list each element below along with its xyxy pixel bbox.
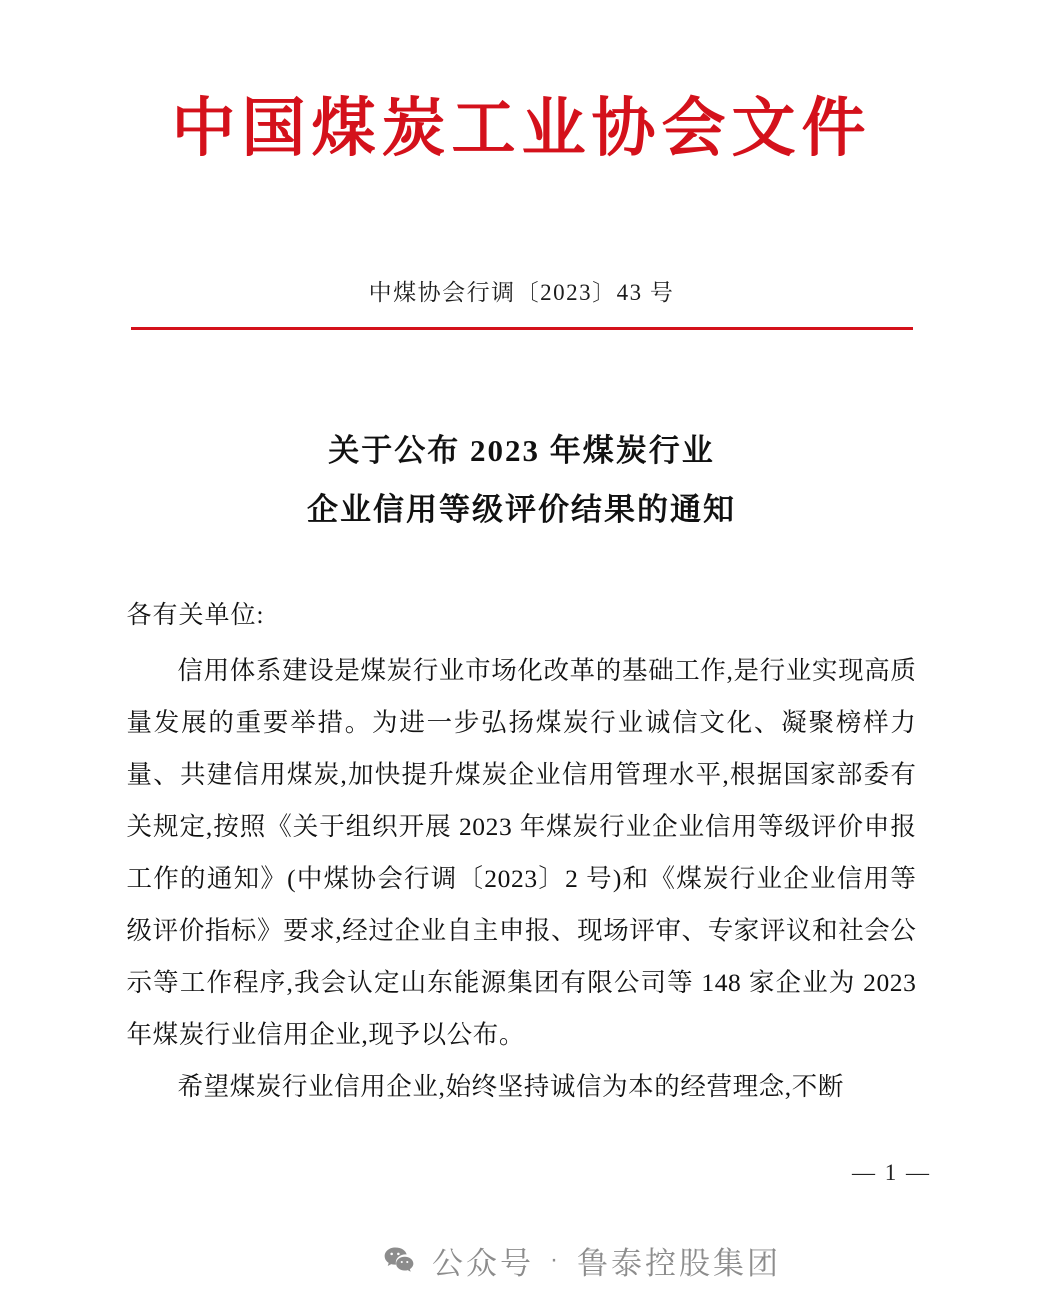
document-number-row <box>0 274 1043 307</box>
document-number: 中煤协会行调〔2023〕43 号 <box>368 279 675 305</box>
wechat-icon <box>382 1243 416 1277</box>
page-title-line-1: 关于公布 2023 年煤炭行业 <box>328 433 715 469</box>
masthead <box>0 0 1043 166</box>
footer-separator: · <box>550 1246 561 1273</box>
page-title <box>0 422 1043 540</box>
document-body <box>127 592 917 1114</box>
page-title-line-2: 企业信用等级评价结果的通知 <box>307 491 736 527</box>
red-divider-rule <box>131 327 913 331</box>
body-paragraph-1: 信用体系建设是煤炭行业市场化改革的基础工作,是行业实现高质量发展的重要举措。为进一步弘扬煤炭行业诚信文化、凝聚榜样力量、共建信用煤炭,加快提升煤炭企业信用管理水平,根据国家部委有关规定,按照《关于组织开展 2023 年煤炭行业企业信用等级评价申报工作的通知》(中煤协会行调〔2023〕2 号)和《煤炭行业企业信用等级评价指标》要求,经过企业自主申报、现场评审、专家评议和社会公示等工作程序,我会认定山东能源集团有限公司等 148 家企业为 2023 年煤炭行业信用企业,现予以公布。 <box>126 656 917 1050</box>
salutation: 各有关单位: <box>126 601 265 629</box>
masthead-title: 中国煤炭工业协会文件 <box>171 93 872 164</box>
footer-account-name: 鲁泰控股集团 <box>577 1245 781 1281</box>
page-number: — 1 — <box>852 1160 931 1185</box>
body-paragraph-2: 希望煤炭行业信用企业,始终坚持诚信为本的经营理念,不断 <box>177 1072 844 1102</box>
footer-watermark-bar <box>0 1216 1043 1304</box>
footer-label: 公众号 <box>432 1245 534 1281</box>
